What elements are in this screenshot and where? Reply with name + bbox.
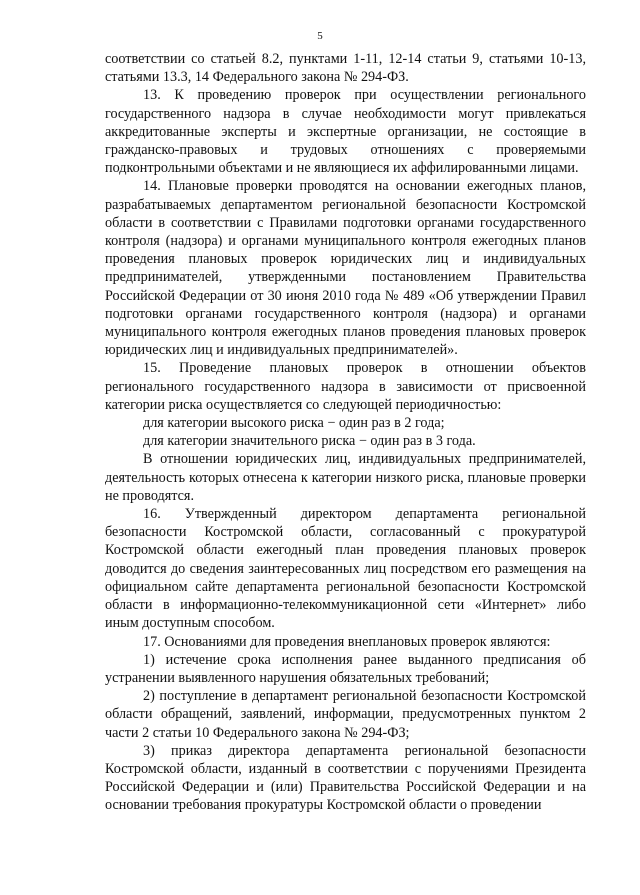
- paragraph: 14. Плановые проверки проводятся на основании ежегодных планов, разрабатываемых департаментом региональной безопасности Костромской области в соответствии с Правилами подготовки органами государственного контроля (надзора) и органами муниципального контроля ежегодных планов проведения плановых проверок юридических лиц и индивидуальных предпринимателей, утвержденными постановлением Правительства Российской Федерации от 30 июня 2010 года № 489 «Об утверждении Правил подготовки органами государственного контроля (надзора) и органами муниципального контроля ежегодных планов проведения плановых проверок юридических лиц и индивидуальных предпринимателей».: [105, 178, 586, 359]
- paragraph: 1) истечение срока исполнения ранее выданного предписания об устранении выявленного нарушения обязательных требований;: [105, 651, 586, 686]
- document-body: [105, 50, 586, 815]
- paragraph: соответствии со статьей 8.2, пунктами 1-11, 12-14 статьи 9, статьями 10-13, статьями 13.3, 14 Федерального закона № 294-ФЗ.: [105, 51, 586, 86]
- paragraph: 13. К проведению проверок при осуществлении регионального государственного надзора в случае необходимости могут привлекаться аккредитованные эксперты и экспертные организации, не состоящие в гражданско-правовых и трудовых отношениях с проверяемыми подконтрольными объектами и не являющиеся их аффилированными лицами.: [105, 87, 586, 177]
- paragraph: 16. Утвержденный директором департамента региональной безопасности Костромской области, согласованный с прокуратурой Костромской области ежегодный план проведения плановых проверок доводится до сведения заинтересованных лиц посредством его размещения на официальном сайте департамента региональной безопасности Костромской области в информационно-телекоммуникационной сети «Интернет» либо иным доступным способом.: [105, 506, 586, 632]
- paragraph: 17. Основаниями для проведения внеплановых проверок являются:: [143, 633, 551, 650]
- paragraph: для категории значительного риска − один раз в 3 года.: [143, 433, 476, 450]
- page-number: 5: [317, 30, 323, 42]
- paragraph: 2) поступление в департамент региональной безопасности Костромской области обращений, заявлений, информации, предусмотренных пунктом 2 части 2 статьи 10 Федерального закона № 294-ФЗ;: [105, 688, 586, 741]
- paragraph: для категории высокого риска − один раз в 2 года;: [143, 415, 445, 432]
- paragraph: 15. Проведение плановых проверок в отношении объектов регионального государственного надзора в зависимости от присвоенной категории риска осуществляется со следующей периодичностью:: [105, 360, 586, 413]
- paragraph: 3) приказ директора департамента региональной безопасности Костромской области, изданный в соответствии с поручениями Президента Российской Федерации и (или) Правительства Российской Федерации и на основании требования прокуратуры Костромской области о проведении: [105, 742, 586, 814]
- paragraph: В отношении юридических лиц, индивидуальных предпринимателей, деятельность которых отнесена к категории низкого риска, плановые проверки не проводятся.: [105, 451, 586, 504]
